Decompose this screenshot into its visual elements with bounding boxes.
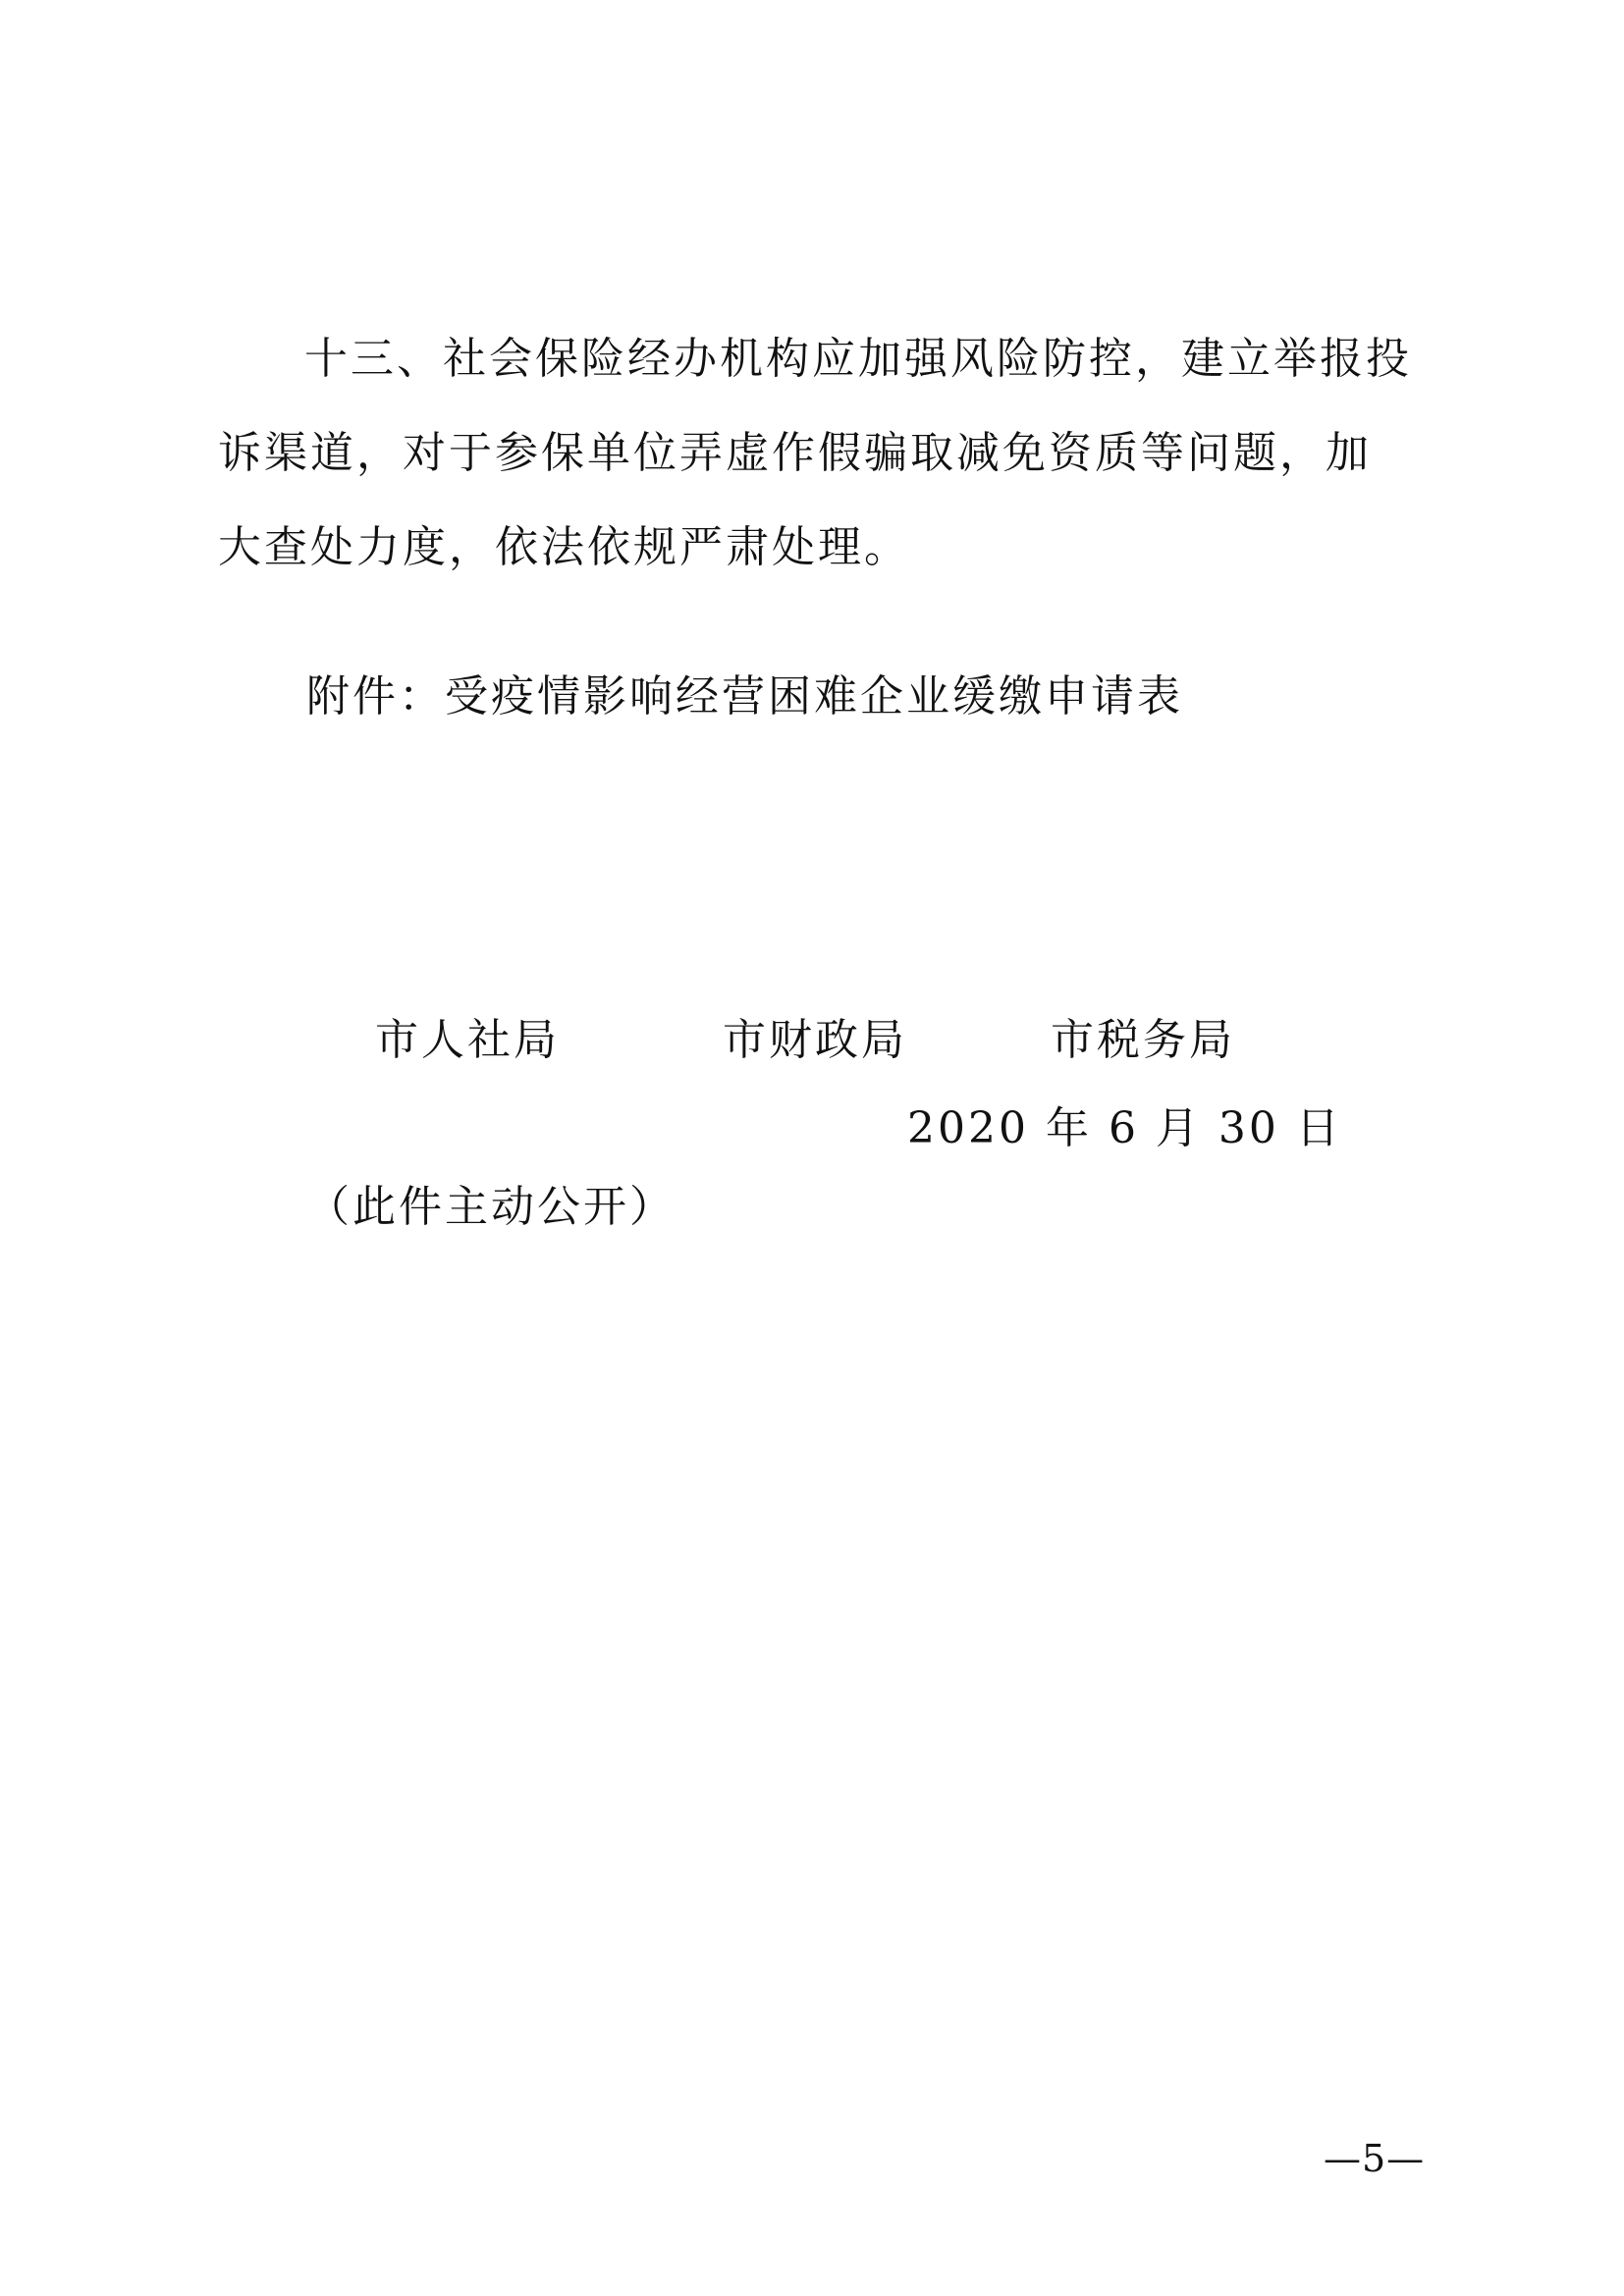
public-disclosure-note: （此件主动公开） [306,1182,676,1232]
attachment-line: 附件：受疫情影响经营困难企业缓缴申请表 [306,671,1183,721]
agency-tax: 市税务局 [1051,1015,1235,1065]
page-number: —5— [1324,2137,1426,2180]
agency-finance: 市财政局 [723,1015,907,1065]
issue-date: 2020 年 6 月 30 日 [907,1103,1342,1153]
agency-hrss: 市人社局 [375,1015,560,1065]
section-13-paragraph: 十三、社会保险经办机构应加强风险防控，建立举报投诉渠道，对于参保单位弄虚作假骗取减免资质等问题，加大查处力度，依法依规严肃处理。 [218,334,1412,572]
